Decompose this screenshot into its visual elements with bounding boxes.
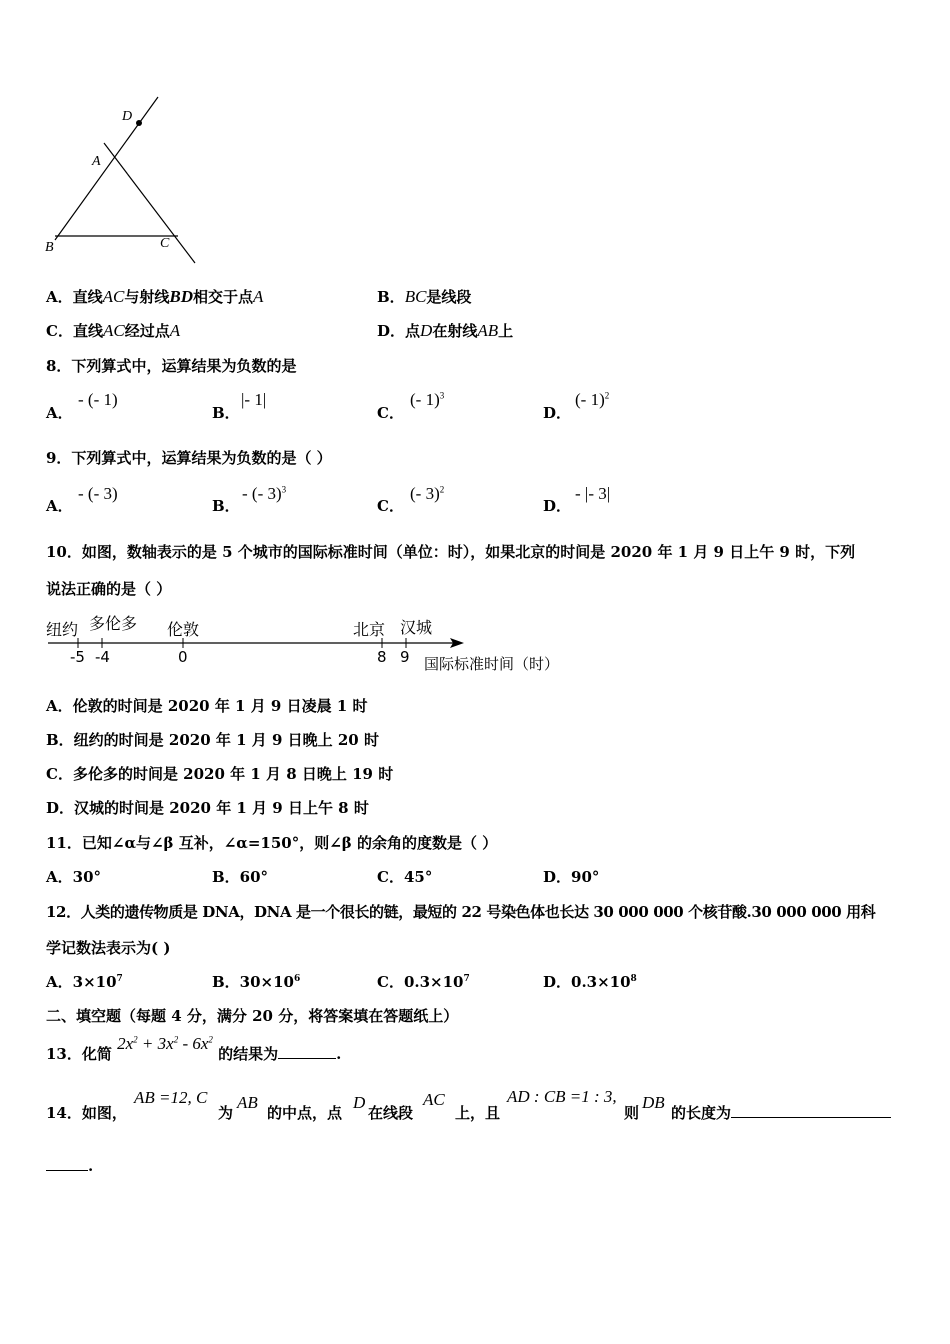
q11-option-c: C．45°	[377, 868, 433, 886]
axis-label: 国际标准时间（时）	[424, 655, 560, 673]
q9-option-a-letter: A．	[46, 497, 73, 515]
q14-text: 在线段	[368, 1104, 414, 1122]
answer-blank	[731, 1102, 891, 1118]
q14-math: DB	[642, 1093, 665, 1112]
point-d	[136, 120, 142, 126]
q10-stem-line1: 10．如图，数轴表示的是 5 个城市的国际标准时间（单位：时），如果北京的时间是 2020 年 1 月 9 日上午 9 时，下列	[46, 543, 856, 561]
answer-blank	[46, 1155, 88, 1171]
q14-math: D	[353, 1093, 366, 1112]
q8-option-c-expr: (- 1)$^3$	[410, 390, 445, 409]
q9-option-a-expr: - (- 3)	[78, 484, 118, 503]
q14-text: 则	[624, 1104, 640, 1122]
q9-option-c-letter: C．	[377, 497, 404, 515]
q8-option-d-letter: D．	[543, 404, 572, 422]
q8-option-a-expr: - (- 1)	[78, 390, 118, 409]
tick-label: 8	[377, 648, 387, 666]
q9-option-b-letter: B．	[212, 497, 240, 515]
q11-option-d: D．90°	[543, 868, 600, 886]
q9-option-d-expr: - |- 3|	[575, 484, 611, 503]
q12-option-c: C．$0.3\times 10^7$	[377, 973, 470, 991]
line-ad	[55, 97, 158, 240]
tick-label: 9	[400, 648, 410, 666]
q8-option-d-expr: (- 1)$^2$	[575, 390, 610, 409]
city-label-beijing: 北京	[353, 620, 386, 639]
q10-stem-line2: 说法正确的是（ ）	[46, 580, 172, 598]
triangle-figure	[40, 95, 210, 265]
q12-option-a: A．$3\times 10^7$	[46, 973, 123, 991]
q8-option-c-letter: C．	[377, 404, 404, 422]
q7-option-d: D．点D在射线AB上	[377, 321, 514, 340]
answer-blank	[278, 1043, 336, 1059]
q8-option-b-expr: |- 1|	[241, 390, 267, 409]
q12-stem-line1: 12．人类的遗传物质是 DNA，DNA 是一个很长的链，最短的 22 号染色体也长达 30 000 000 个核苷酸.30 000 000 用科	[46, 903, 876, 921]
city-label-seoul: 汉城	[400, 618, 433, 637]
q14-text: 的中点，点	[267, 1104, 343, 1122]
q13-expression: $2x^2 + 3x^2 - 6x^2$	[117, 1034, 213, 1053]
q14-text: 为	[218, 1104, 234, 1122]
q11-option-b: B．60°	[212, 868, 269, 886]
q14-continuation: .	[46, 1155, 93, 1175]
label-b: B	[45, 240, 54, 255]
city-label-toronto: 多伦多	[89, 614, 138, 633]
q14-text: 上，且	[455, 1104, 501, 1122]
q11-option-a: A．30°	[46, 868, 102, 886]
q7-option-a: A．直线AC与射线BD相交于点A	[46, 287, 264, 306]
city-label-newyork: 纽约	[46, 620, 79, 639]
q10-option-c: C．多伦多的时间是 2020 年 1 月 8 日晚上 19 时	[46, 765, 394, 783]
label-c: C	[160, 236, 170, 251]
label-a: A	[92, 154, 101, 169]
q8-stem: 8．下列算式中，运算结果为负数的是	[46, 357, 297, 375]
q9-option-c-expr: (- 3)$^2$	[410, 484, 445, 503]
q12-stem-line2: 学记数法表示为( )	[46, 939, 171, 957]
q12-option-d: D．$0.3\times 10^8$	[543, 973, 637, 991]
q12-option-b: B．$30\times 10^6$	[212, 973, 301, 991]
number-line-figure	[40, 608, 600, 678]
q9-stem: 9．下列算式中，运算结果为负数的是（ ）	[46, 449, 332, 467]
q7-option-c: C．直线AC经过点A	[46, 321, 181, 340]
line-ac	[104, 143, 195, 263]
section-heading: 二、填空题（每题 4 分，满分 20 分，将答案填在答题纸上）	[46, 1007, 459, 1025]
q10-option-d: D．汉城的时间是 2020 年 1 月 9 日上午 8 时	[46, 799, 369, 817]
q10-option-a: A．伦敦的时间是 2020 年 1 月 9 日凌晨 1 时	[46, 697, 368, 715]
q14-math: AB	[237, 1093, 258, 1112]
q9-option-b-expr: - (- 3)$^3$	[242, 484, 287, 503]
q11-stem: 11．已知∠α与∠β 互补，∠α=150°，则∠β 的余角的度数是（ ）	[46, 834, 498, 852]
q14-math: AC	[423, 1090, 445, 1109]
q14-math-ratio: AD : CB =1 : 3,	[507, 1087, 617, 1106]
tick-label: -5	[70, 648, 85, 666]
q10-option-b: B．纽约的时间是 2020 年 1 月 9 日晚上 20 时	[46, 731, 379, 749]
label-d: D	[122, 109, 133, 124]
q7-option-b: B．BC是线段	[377, 287, 472, 306]
tick-label: -4	[95, 648, 110, 666]
city-label-london: 伦敦	[167, 620, 200, 639]
q14-text: 的长度为	[671, 1102, 891, 1123]
q13-line: 13．化简 $2x^2 + 3x^2 - 6x^2$ 的结果为 .	[46, 1034, 342, 1063]
q8-option-b-letter: B．	[212, 404, 240, 422]
tick-label: 0	[178, 648, 188, 666]
q9-option-d-letter: D．	[543, 497, 572, 515]
q14-label: 14．如图，	[46, 1104, 127, 1122]
q8-option-a-letter: A．	[46, 404, 73, 422]
q14-math-ab: AB =12, C	[134, 1088, 208, 1107]
